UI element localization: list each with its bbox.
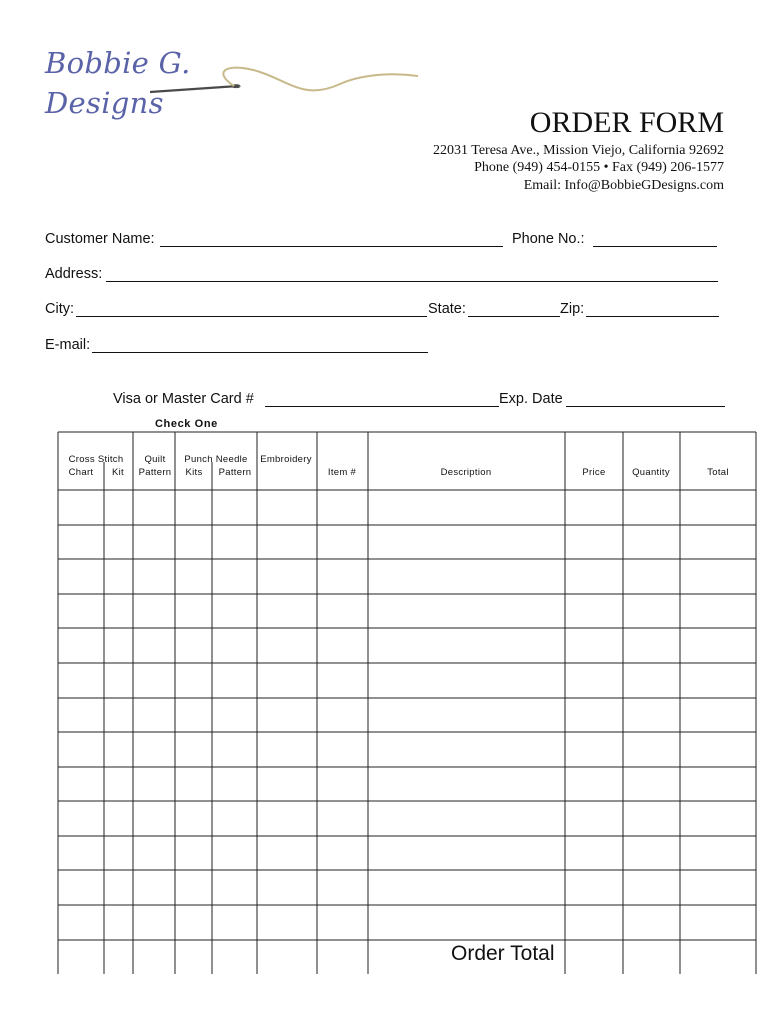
table-cell[interactable] — [369, 560, 564, 593]
table-cell[interactable] — [318, 629, 367, 662]
table-cell[interactable] — [176, 526, 211, 558]
table-cell[interactable] — [105, 837, 132, 869]
table-cell[interactable] — [318, 491, 367, 524]
table-cell[interactable] — [566, 526, 622, 558]
table-cell[interactable] — [681, 733, 755, 766]
table-cell[interactable] — [59, 802, 103, 835]
table-cell[interactable] — [258, 733, 316, 766]
table-cell[interactable] — [176, 595, 211, 627]
table-cell[interactable] — [134, 871, 174, 904]
table-cell[interactable] — [213, 595, 256, 627]
table-cell[interactable] — [134, 526, 174, 558]
card-number-label: Visa or Master Card # — [113, 391, 254, 407]
email-label: E-mail: — [45, 337, 91, 353]
table-cell[interactable] — [681, 595, 755, 627]
table-cell[interactable] — [681, 802, 755, 835]
table-cell[interactable] — [681, 560, 755, 593]
table-cell[interactable] — [105, 802, 132, 835]
table-cell[interactable] — [59, 526, 103, 558]
table-cell[interactable] — [59, 595, 103, 627]
table-cell[interactable] — [59, 491, 103, 524]
table-cell[interactable] — [566, 802, 622, 835]
logo-text-line2: Designs — [45, 86, 164, 120]
table-cell[interactable] — [566, 871, 622, 904]
table-cell[interactable] — [369, 802, 564, 835]
table-cell[interactable] — [105, 560, 132, 593]
table-cell[interactable] — [318, 560, 367, 593]
header-item-number: Item # — [327, 467, 357, 478]
table-cell[interactable] — [566, 906, 622, 939]
header-kit: Kit — [112, 467, 124, 478]
table-cell[interactable] — [105, 491, 132, 524]
table-cell[interactable] — [318, 768, 367, 800]
table-cell[interactable] — [134, 629, 174, 662]
table-cell[interactable] — [318, 906, 367, 939]
table-cell[interactable] — [258, 664, 316, 697]
check-one-label: Check One — [155, 418, 218, 430]
header-total: Total — [707, 467, 729, 478]
table-cell[interactable] — [681, 629, 755, 662]
table-cell[interactable] — [566, 837, 622, 869]
table-cell[interactable] — [213, 871, 256, 904]
header-quantity: Quantity — [632, 467, 670, 478]
header-quilt-pattern: Pattern — [138, 467, 172, 478]
table-cell[interactable] — [624, 560, 679, 593]
table-cell[interactable] — [213, 699, 256, 731]
table-cell[interactable] — [566, 629, 622, 662]
table-cell[interactable] — [134, 802, 174, 835]
city-label: City: — [45, 301, 74, 317]
table-cell[interactable] — [369, 595, 564, 627]
table-cell[interactable] — [134, 595, 174, 627]
table-cell[interactable] — [176, 871, 211, 904]
table-cell[interactable] — [258, 906, 316, 939]
table-cell[interactable] — [258, 595, 316, 627]
table-cell[interactable] — [318, 526, 367, 558]
table-cell[interactable] — [318, 699, 367, 731]
header-chart: Chart — [68, 467, 94, 478]
table-cell[interactable] — [681, 526, 755, 558]
table-cell[interactable] — [258, 837, 316, 869]
table-cell[interactable] — [176, 906, 211, 939]
table-cell[interactable] — [59, 629, 103, 662]
table-cell[interactable] — [369, 699, 564, 731]
table-cell[interactable] — [213, 526, 256, 558]
header-punch-pattern: Pattern — [218, 467, 252, 478]
table-cell[interactable] — [566, 768, 622, 800]
table-cell[interactable] — [369, 526, 564, 558]
table-cell[interactable] — [105, 699, 132, 731]
table-cell[interactable] — [624, 664, 679, 697]
table-cell[interactable] — [213, 768, 256, 800]
table-cell[interactable] — [318, 664, 367, 697]
table-cell[interactable] — [213, 629, 256, 662]
table-cell[interactable] — [369, 491, 564, 524]
table-cell[interactable] — [59, 699, 103, 731]
table-cell[interactable] — [213, 664, 256, 697]
company-address: 22031 Teresa Ave., Mission Viejo, California 92692 — [433, 143, 724, 158]
company-email: Email: Info@BobbieGDesigns.com — [523, 178, 724, 193]
table-cell[interactable] — [258, 526, 316, 558]
table-cell[interactable] — [369, 664, 564, 697]
table-cell[interactable] — [213, 837, 256, 869]
table-cell[interactable] — [258, 699, 316, 731]
table-cell[interactable] — [566, 699, 622, 731]
table-cell[interactable] — [213, 491, 256, 524]
page-title: ORDER FORM — [529, 106, 724, 139]
table-cell[interactable] — [566, 491, 622, 524]
header-description: Description — [440, 467, 492, 478]
table-cell[interactable] — [176, 491, 211, 524]
table-cell[interactable] — [59, 871, 103, 904]
table-cell[interactable] — [176, 699, 211, 731]
table-cell[interactable] — [105, 629, 132, 662]
table-cell[interactable] — [681, 699, 755, 731]
table-cell[interactable] — [624, 733, 679, 766]
table-cell[interactable] — [369, 768, 564, 800]
table-cell[interactable] — [681, 768, 755, 800]
table-cell[interactable] — [369, 733, 564, 766]
table-cell[interactable] — [134, 768, 174, 800]
table-cell[interactable] — [681, 491, 755, 524]
table-cell[interactable] — [105, 871, 132, 904]
table-cell[interactable] — [134, 733, 174, 766]
table-cell[interactable] — [318, 871, 367, 904]
logo-text-line1: Bobbie G. — [45, 46, 191, 80]
table-cell[interactable] — [624, 768, 679, 800]
table-cell[interactable] — [681, 871, 755, 904]
state-label: State: — [428, 301, 466, 317]
table-cell[interactable] — [59, 733, 103, 766]
customer-name-label: Customer Name: — [45, 231, 155, 247]
table-cell[interactable] — [213, 802, 256, 835]
table-cell[interactable] — [59, 664, 103, 697]
header-price: Price — [582, 467, 606, 478]
table-cell[interactable] — [318, 802, 367, 835]
table-cell[interactable] — [105, 664, 132, 697]
table-cell[interactable] — [59, 560, 103, 593]
table-cell[interactable] — [134, 699, 174, 731]
table-cell[interactable] — [176, 560, 211, 593]
exp-date-label: Exp. Date — [499, 391, 563, 407]
table-cell[interactable] — [318, 595, 367, 627]
table-cell[interactable] — [566, 560, 622, 593]
table-cell[interactable] — [176, 802, 211, 835]
table-cell[interactable] — [105, 595, 132, 627]
table-cell[interactable] — [105, 768, 132, 800]
table-cell[interactable] — [176, 733, 211, 766]
table-cell[interactable] — [624, 802, 679, 835]
table-cell[interactable] — [213, 906, 256, 939]
company-phone-fax: Phone (949) 454-0155 • Fax (949) 206-1577 — [474, 160, 724, 175]
table-cell[interactable] — [134, 664, 174, 697]
address-label: Address: — [45, 266, 103, 282]
table-cell[interactable] — [59, 837, 103, 869]
header-punch-kits: Kits — [185, 467, 203, 478]
table-cell[interactable] — [681, 906, 755, 939]
header-embroidery: Embroidery — [260, 454, 312, 465]
table-cell[interactable] — [624, 491, 679, 524]
table-cell[interactable] — [134, 906, 174, 939]
table-cell[interactable] — [624, 837, 679, 869]
table-cell[interactable] — [105, 906, 132, 939]
table-cell[interactable] — [624, 871, 679, 904]
header-cross-stitch: Cross Stitch — [68, 454, 124, 465]
table-cell[interactable] — [134, 837, 174, 869]
zip-label: Zip: — [560, 301, 585, 317]
table-cell[interactable] — [369, 906, 564, 939]
table-cell[interactable] — [59, 768, 103, 800]
table-cell[interactable] — [258, 871, 316, 904]
table-cell[interactable] — [318, 733, 367, 766]
table-cell[interactable] — [258, 768, 316, 800]
table-cell[interactable] — [258, 560, 316, 593]
table-cell[interactable] — [213, 560, 256, 593]
table-cell[interactable] — [566, 595, 622, 627]
table-cell[interactable] — [624, 595, 679, 627]
phone-label: Phone No.: — [512, 231, 585, 247]
table-cell[interactable] — [624, 629, 679, 662]
table-cell[interactable] — [176, 837, 211, 869]
table-cell[interactable] — [624, 699, 679, 731]
table-cell[interactable] — [59, 906, 103, 939]
table-cell[interactable] — [213, 733, 256, 766]
table-cell[interactable] — [318, 837, 367, 869]
order-total-label: Order Total — [451, 942, 555, 965]
table-cell[interactable] — [681, 664, 755, 697]
header-quilt: Quilt — [144, 454, 166, 465]
table-cell[interactable] — [258, 802, 316, 835]
table-cell[interactable] — [566, 664, 622, 697]
table-cell[interactable] — [134, 491, 174, 524]
table-cell[interactable] — [134, 560, 174, 593]
table-cell[interactable] — [105, 733, 132, 766]
table-cell[interactable] — [681, 837, 755, 869]
table-cell[interactable] — [105, 526, 132, 558]
table-cell[interactable] — [258, 491, 316, 524]
table-cell[interactable] — [176, 664, 211, 697]
table-cell[interactable] — [369, 871, 564, 904]
table-cell[interactable] — [624, 526, 679, 558]
table-cell[interactable] — [624, 906, 679, 939]
table-cell[interactable] — [176, 629, 211, 662]
table-cell[interactable] — [369, 837, 564, 869]
table-cell[interactable] — [566, 733, 622, 766]
table-cell[interactable] — [258, 629, 316, 662]
header-punch-needle: Punch Needle — [184, 454, 248, 465]
table-cell[interactable] — [369, 629, 564, 662]
table-cell[interactable] — [176, 768, 211, 800]
